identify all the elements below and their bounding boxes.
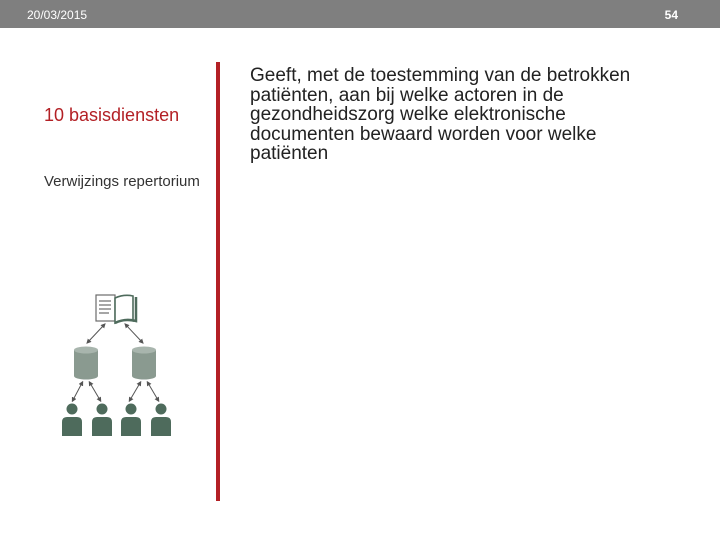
section-subtitle: Verwijzings repertorium <box>44 173 200 190</box>
arrow-db-person <box>148 383 158 400</box>
database-icon <box>132 347 156 380</box>
database-icon <box>74 347 98 380</box>
person-icon <box>151 404 171 437</box>
book-document-icon <box>96 295 136 323</box>
header-bar <box>0 0 720 28</box>
vertical-divider <box>216 62 220 501</box>
arrow-db-person <box>73 383 82 400</box>
page-number: 54 <box>664 8 678 22</box>
slide-date: 20/03/2015 <box>27 8 88 22</box>
person-icon <box>92 404 112 437</box>
body-text: Geeft, met de toestemming van de betrokken patiënten, aan bij welke actoren in de gezondheidszorg welke elektronische documenten bewaard worden voor welke patiënten <box>250 65 631 164</box>
arrow-db-person <box>90 383 100 400</box>
arrow-book-db-right <box>126 325 142 342</box>
section-title: 10 basisdiensten <box>44 105 180 125</box>
person-icon <box>62 404 82 437</box>
referral-repository-diagram <box>58 290 180 440</box>
person-icon <box>121 404 141 437</box>
arrow-book-db-left <box>88 325 104 342</box>
arrow-db-person <box>130 383 140 400</box>
